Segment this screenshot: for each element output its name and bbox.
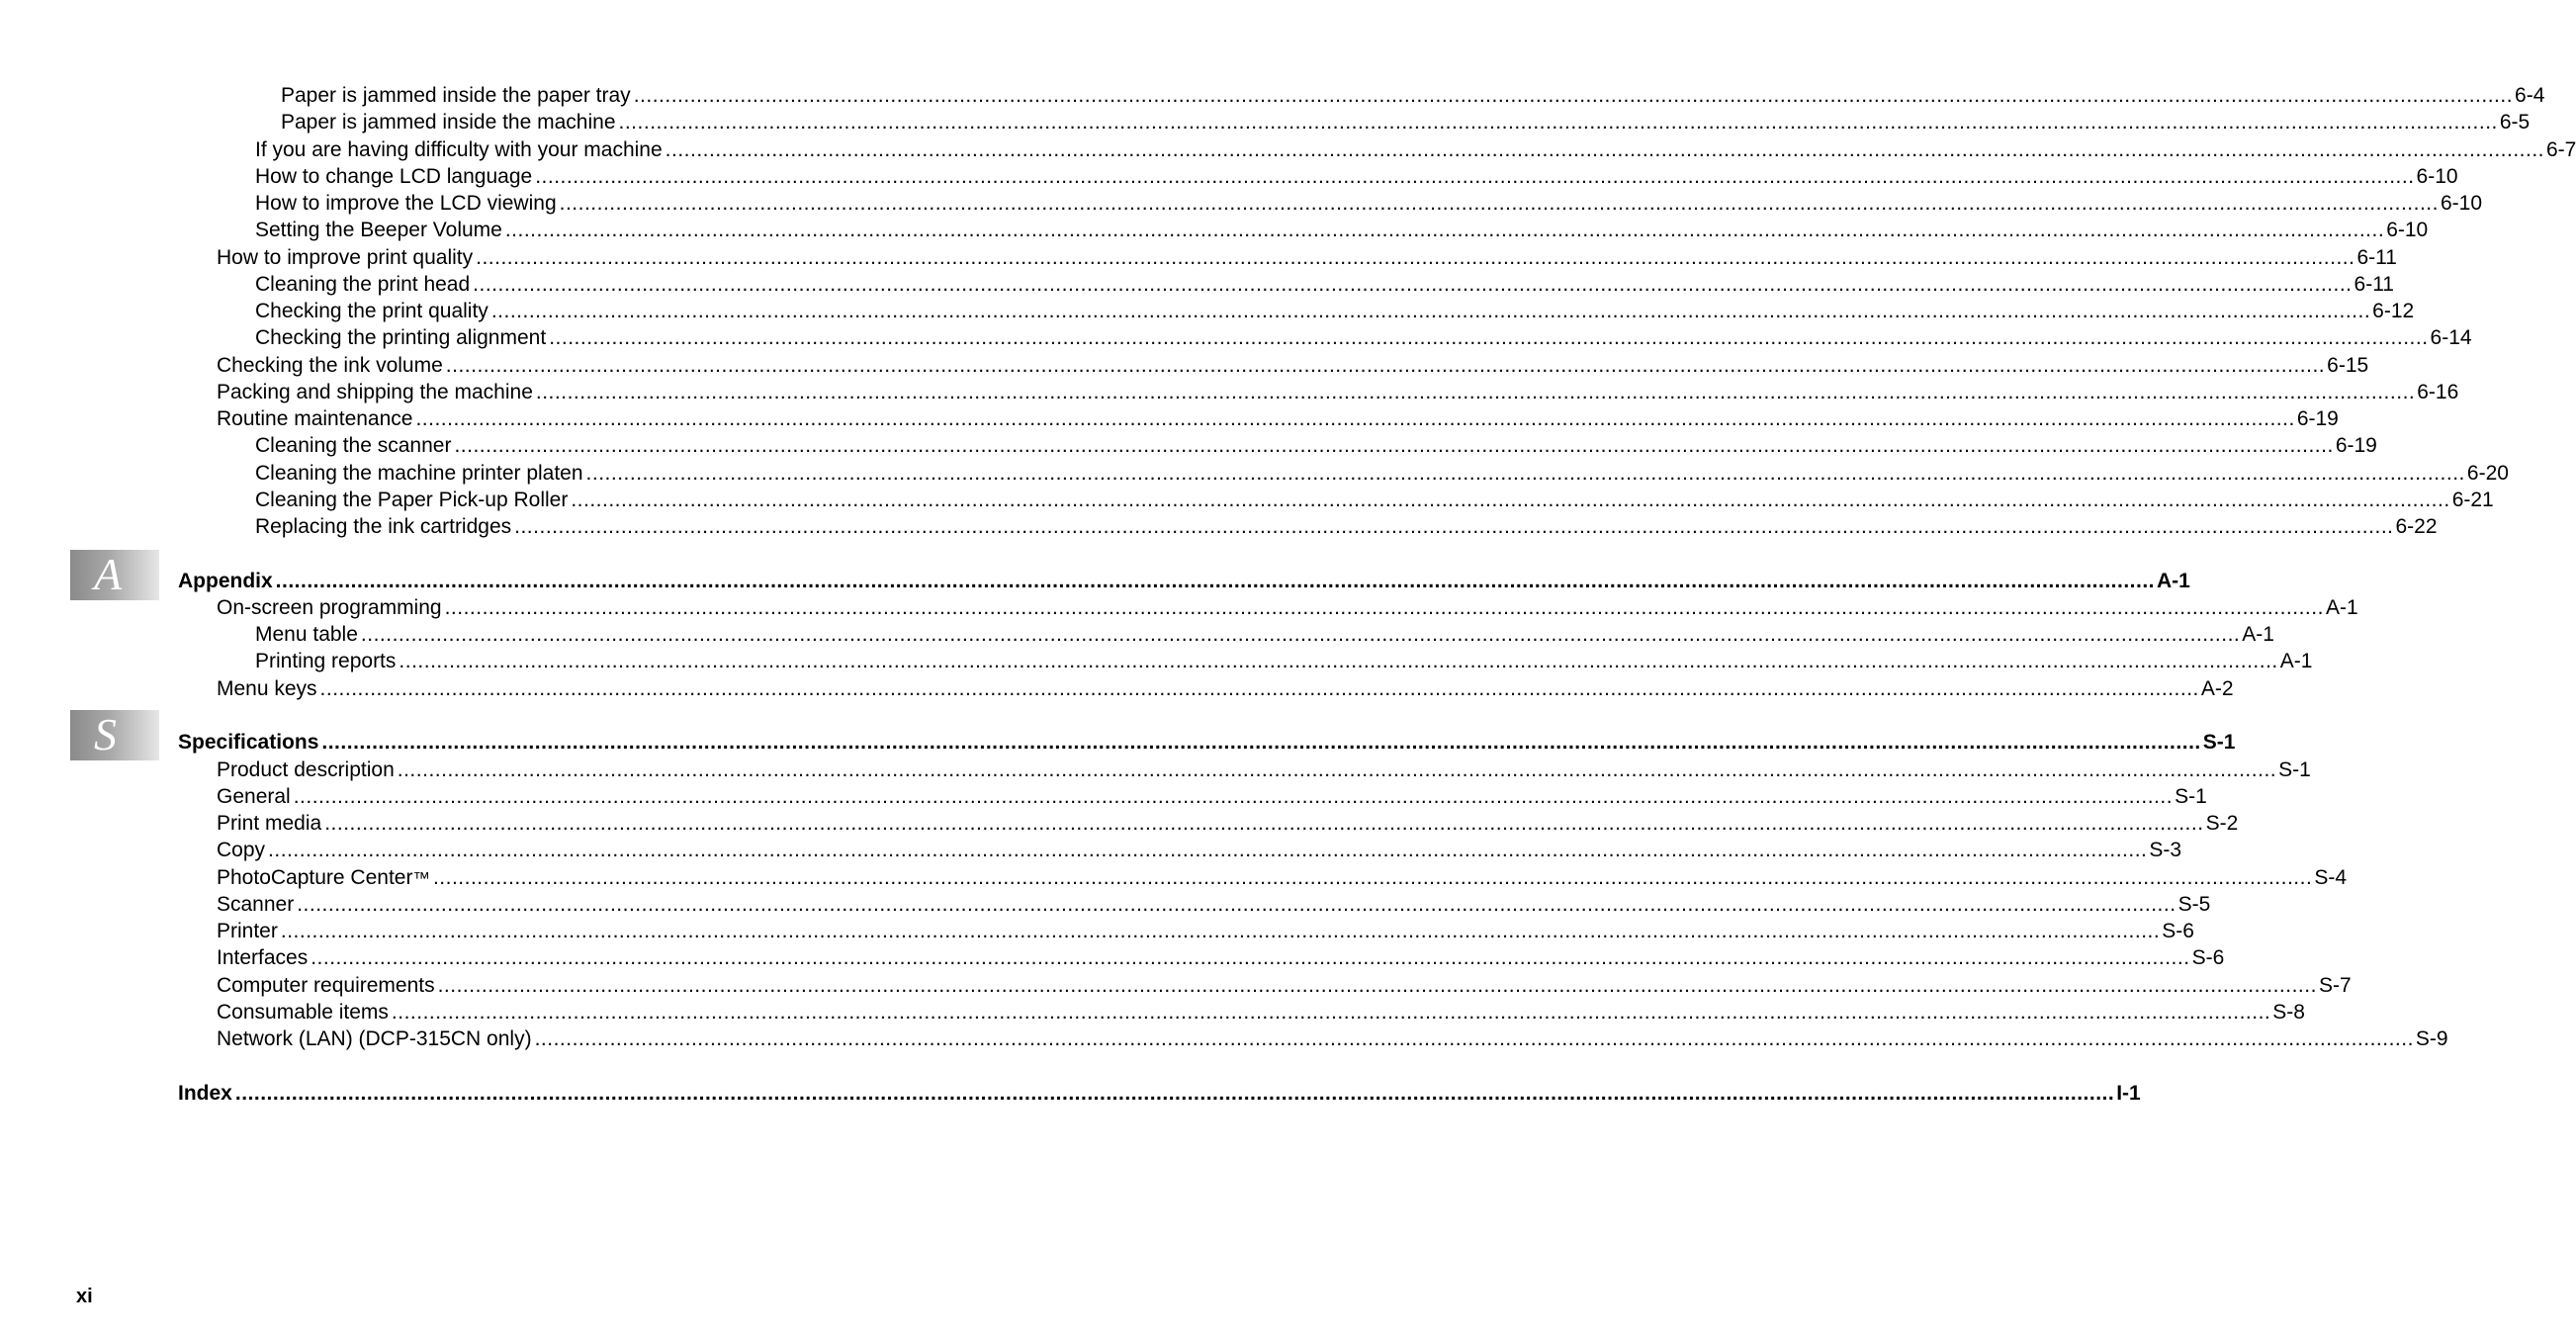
- entry-page: 6-10: [2386, 219, 2429, 241]
- entry-page: 6-12: [2372, 300, 2415, 322]
- entry-title: Interfaces: [217, 946, 309, 969]
- dot-leader: ............................................................................................................................................................................................................................................................................................................: [293, 785, 2174, 808]
- entry-page: S-7: [2318, 974, 2352, 997]
- entry-page: I-1: [2116, 1082, 2141, 1105]
- entry-title: Menu table: [255, 623, 358, 646]
- toc-entry[interactable]: [255, 219, 2429, 242]
- entry-title: Network (LAN) (DCP-315CN only): [217, 1027, 532, 1050]
- toc-entry[interactable]: [255, 326, 2472, 350]
- dot-leader: ............................................................................................................................................................................................................................................................................................................: [432, 866, 2313, 889]
- dot-leader: ............................................................................................................................................................................................................................................................................................................: [297, 893, 2176, 916]
- toc-entry[interactable]: [217, 785, 2207, 809]
- entry-title: Index: [178, 1082, 232, 1105]
- toc-entry[interactable]: [217, 974, 2352, 998]
- entry-page: S-1: [2175, 785, 2207, 808]
- entry-title: Checking the printing alignment: [255, 326, 547, 349]
- entry-page: A-1: [2242, 623, 2274, 646]
- toc-entry[interactable]: [217, 866, 2347, 890]
- dot-leader: ............................................................................................................................................................................................................................................................................................................: [319, 677, 2199, 700]
- toc-entry[interactable]: [281, 111, 2531, 134]
- entry-page: S-8: [2272, 1001, 2305, 1024]
- dot-leader: ............................................................................................................................................................................................................................................................................................................: [444, 596, 2324, 619]
- entry-title: Paper is jammed inside the machine: [281, 111, 616, 134]
- toc-entry[interactable]: [217, 812, 2239, 836]
- dot-leader: ............................................................................................................................................................................................................................................................................................................: [535, 381, 2416, 403]
- entry-title: General: [217, 785, 291, 808]
- entry-title: How to change LCD language: [255, 165, 533, 188]
- entry-title: Cleaning the machine printer platen: [255, 462, 583, 485]
- entry-title: Packing and shipping the machine: [217, 381, 533, 403]
- dot-leader: ............................................................................................................................................................................................................................................................................................................: [618, 111, 2498, 134]
- entry-page: 6-5: [2499, 111, 2531, 134]
- dot-leader: ............................................................................................................................................................................................................................................................................................................: [454, 434, 2334, 457]
- entry-page: S-2: [2205, 812, 2239, 835]
- dot-leader: ............................................................................................................................................................................................................................................................................................................: [504, 219, 2385, 241]
- toc-entry[interactable]: [255, 165, 2458, 189]
- entry-title: If you are having difficulty with your machine: [255, 138, 663, 161]
- dot-leader: ............................................................................................................................................................................................................................................................................................................: [534, 1027, 2414, 1050]
- entry-page: S-3: [2149, 839, 2182, 861]
- entry-page: 6-19: [2335, 434, 2377, 457]
- entry-title: Printing reports: [255, 650, 397, 672]
- toc-entry[interactable]: [217, 1001, 2305, 1025]
- toc-entry[interactable]: [217, 596, 2358, 620]
- dot-leader: ............................................................................................................................................................................................................................................................................................................: [490, 300, 2371, 322]
- dot-leader: ............................................................................................................................................................................................................................................................................................................: [585, 462, 2465, 485]
- entry-title: Cleaning the print head: [255, 273, 471, 296]
- entry-page: 6-16: [2417, 381, 2459, 403]
- entry-title: How to improve the LCD viewing: [255, 192, 557, 215]
- entry-page: 6-4: [2515, 84, 2545, 107]
- toc-entry[interactable]: [217, 946, 2225, 970]
- entry-title: Product description: [217, 758, 395, 781]
- entry-page: A-2: [2200, 677, 2234, 700]
- section-tab-appendix: [70, 550, 159, 600]
- dot-leader: ............................................................................................................................................................................................................................................................................................................: [234, 1082, 2115, 1105]
- dot-leader: ............................................................................................................................................................................................................................................................................................................: [445, 354, 2326, 377]
- entry-page: S-9: [2415, 1027, 2448, 1050]
- dot-leader: ............................................................................................................................................................................................................................................................................................................: [311, 946, 2190, 969]
- entry-title: Replacing the ink cartridges: [255, 515, 512, 538]
- entry-title: Routine maintenance: [217, 407, 413, 430]
- entry-page: 6-11: [2356, 246, 2397, 269]
- trademark-mark: ™: [412, 868, 430, 888]
- dot-leader: ............................................................................................................................................................................................................................................................................................................: [360, 623, 2241, 646]
- toc-chapter-entry[interactable]: [178, 570, 2190, 593]
- toc-entry[interactable]: [255, 623, 2274, 647]
- dot-leader: ............................................................................................................................................................................................................................................................................................................: [324, 812, 2204, 835]
- toc-entry[interactable]: [217, 677, 2234, 701]
- entry-title: On-screen programming: [217, 596, 442, 619]
- dot-leader: ............................................................................................................................................................................................................................................................................................................: [665, 138, 2544, 161]
- entry-page: 6-19: [2296, 407, 2339, 430]
- toc-entry[interactable]: [255, 489, 2494, 512]
- entry-page: S-6: [2162, 920, 2194, 942]
- toc-entry[interactable]: [217, 1027, 2448, 1051]
- tab-letter: S: [94, 709, 117, 759]
- entry-page: 6-22: [2395, 515, 2438, 538]
- dot-leader: ............................................................................................................................................................................................................................................................................................................: [437, 974, 2317, 997]
- dot-leader: ............................................................................................................................................................................................................................................................................................................: [399, 650, 2278, 672]
- dot-leader: ............................................................................................................................................................................................................................................................................................................: [391, 1001, 2271, 1024]
- entry-page: 6-10: [2440, 192, 2482, 215]
- entry-page: S-4: [2314, 866, 2347, 889]
- dot-leader: ............................................................................................................................................................................................................................................................................................................: [535, 165, 2415, 188]
- entry-page: A-1: [2279, 650, 2313, 672]
- dot-leader: ............................................................................................................................................................................................................................................................................................................: [549, 326, 2429, 349]
- toc-entry[interactable]: [217, 407, 2339, 431]
- dot-leader: ............................................................................................................................................................................................................................................................................................................: [473, 273, 2353, 296]
- dot-leader: ............................................................................................................................................................................................................................................................................................................: [280, 920, 2161, 942]
- entry-title: Specifications: [178, 731, 319, 754]
- toc-entry[interactable]: [217, 839, 2182, 862]
- entry-title: Consumable items: [217, 1001, 389, 1024]
- entry-title: Print media: [217, 812, 322, 835]
- entry-page: 6-20: [2466, 462, 2509, 485]
- entry-title: Paper is jammed inside the paper tray: [281, 84, 631, 107]
- dot-leader: ............................................................................................................................................................................................................................................................................................................: [415, 407, 2295, 430]
- tab-letter: A: [94, 549, 123, 599]
- entry-title: Checking the ink volume: [217, 354, 443, 377]
- entry-page: S-1: [2202, 731, 2236, 754]
- entry-title: Copy: [217, 839, 266, 861]
- toc-entry[interactable]: [255, 515, 2438, 539]
- entry-title: Printer: [217, 920, 278, 942]
- entry-title: Appendix: [178, 570, 273, 592]
- dot-leader: ............................................................................................................................................................................................................................................................................................................: [268, 839, 2148, 861]
- dot-leader: ............................................................................................................................................................................................................................................................................................................: [633, 84, 2514, 107]
- entry-page: S-6: [2191, 946, 2225, 969]
- toc-entry[interactable]: [217, 920, 2194, 943]
- entry-page: S-1: [2278, 758, 2311, 781]
- toc-entry[interactable]: [217, 758, 2311, 782]
- toc-entry[interactable]: [255, 434, 2377, 458]
- toc-entry[interactable]: [255, 273, 2394, 297]
- toc-entry[interactable]: [217, 246, 2397, 270]
- toc-entry[interactable]: [255, 462, 2509, 486]
- section-tab-specifications: [70, 710, 159, 760]
- entry-page: 6-21: [2451, 489, 2494, 511]
- toc-chapter-entry[interactable]: [178, 1082, 2141, 1106]
- entry-title: Menu keys: [217, 677, 317, 700]
- dot-leader: ............................................................................................................................................................................................................................................................................................................: [476, 246, 2355, 269]
- entry-title: Checking the print quality: [255, 300, 489, 322]
- toc-entry[interactable]: [217, 381, 2459, 404]
- entry-page: A-1: [2325, 596, 2358, 619]
- entry-title: Cleaning the Paper Pick-up Roller: [255, 489, 569, 511]
- dot-leader: ............................................................................................................................................................................................................................................................................................................: [321, 731, 2201, 754]
- entry-page: 6-14: [2430, 326, 2472, 349]
- toc-entry[interactable]: [217, 354, 2369, 378]
- entry-title: How to improve print quality: [217, 246, 474, 269]
- entry-page: A-1: [2157, 570, 2190, 592]
- entry-page: 6-15: [2327, 354, 2369, 377]
- entry-title: Scanner: [217, 893, 295, 916]
- toc-entry[interactable]: [255, 138, 2576, 162]
- toc-entry[interactable]: [217, 893, 2211, 917]
- dot-leader: ............................................................................................................................................................................................................................................................................................................: [571, 489, 2450, 511]
- dot-leader: ............................................................................................................................................................................................................................................................................................................: [397, 758, 2277, 781]
- toc-chapter-entry[interactable]: [178, 731, 2236, 755]
- toc-entry[interactable]: [255, 650, 2313, 673]
- entry-page: 6-11: [2354, 273, 2394, 296]
- entry-page: S-5: [2177, 893, 2211, 916]
- entry-title: Cleaning the scanner: [255, 434, 452, 457]
- toc-entry[interactable]: [255, 192, 2482, 216]
- entry-page: 6-7: [2546, 138, 2576, 161]
- dot-leader: ............................................................................................................................................................................................................................................................................................................: [559, 192, 2439, 215]
- entry-title: Setting the Beeper Volume: [255, 219, 502, 241]
- dot-leader: ............................................................................................................................................................................................................................................................................................................: [514, 515, 2394, 538]
- entry-title: PhotoCapture Center: [217, 866, 413, 889]
- page-number: xi: [76, 1286, 93, 1307]
- dot-leader: ............................................................................................................................................................................................................................................................................................................: [275, 570, 2156, 592]
- entry-page: 6-10: [2416, 165, 2458, 188]
- entry-title: Computer requirements: [217, 974, 435, 997]
- toc-entry[interactable]: [281, 84, 2545, 108]
- toc-entry[interactable]: [255, 300, 2415, 323]
